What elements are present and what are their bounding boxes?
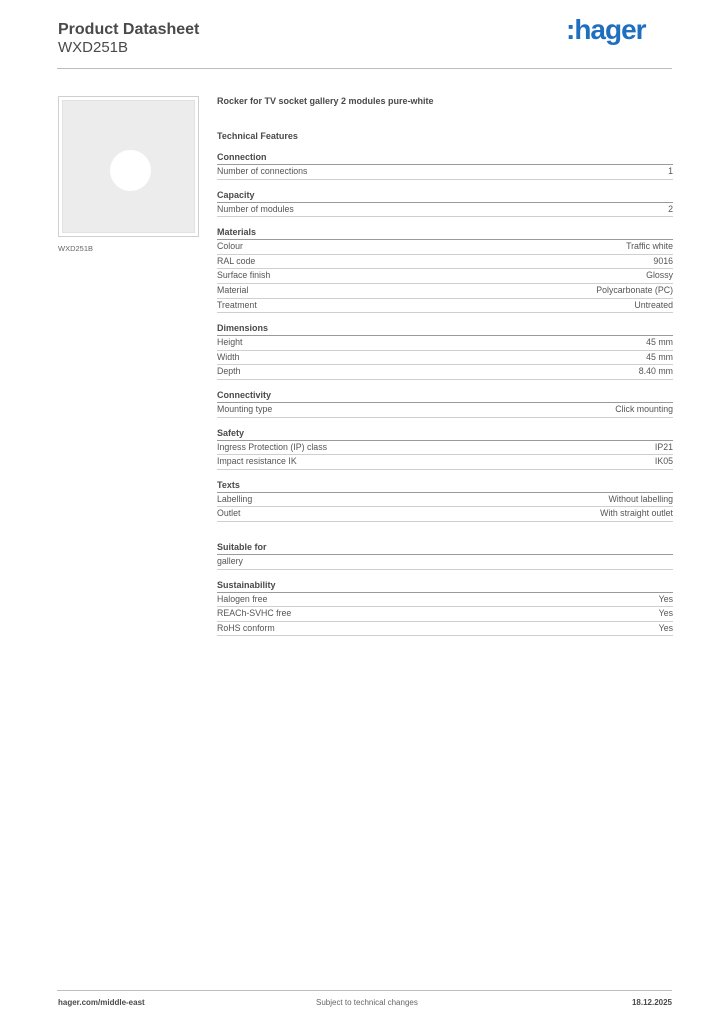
spec-value: Without labelling <box>608 493 673 504</box>
technical-features-title: Technical Features <box>217 131 298 141</box>
section-connection <box>217 151 673 180</box>
spec-value: Untreated <box>634 299 673 310</box>
spec-row <box>217 403 673 418</box>
section-title: Texts <box>217 479 673 493</box>
rocker-plate <box>62 100 195 233</box>
product-code: WXD251B <box>58 39 129 56</box>
spec-label: Depth <box>217 366 241 377</box>
spec-value: 8.40 mm <box>638 366 673 377</box>
spec-label: RoHS conform <box>217 622 275 633</box>
spec-row <box>217 284 673 299</box>
spec-value: 1 <box>668 166 673 176</box>
technical-content <box>217 95 673 636</box>
footer-date: 18.12.2025 <box>631 998 672 1007</box>
section-suitable-for <box>217 541 673 570</box>
spec-value: IP21 <box>654 441 673 452</box>
spec-label: Width <box>217 351 240 362</box>
spec-label: Material <box>217 284 249 295</box>
spec-label: Labelling <box>217 493 253 504</box>
section-capacity <box>217 189 673 218</box>
spec-row <box>217 493 673 508</box>
spec-value: 2 <box>668 203 673 214</box>
section-title: Capacity <box>217 189 673 203</box>
product-description: Rocker for TV socket gallery 2 modules pure-white <box>217 96 434 106</box>
spec-value: 45 mm <box>646 351 673 362</box>
spec-row <box>217 622 673 637</box>
spec-row <box>217 593 673 608</box>
spec-row <box>217 165 673 180</box>
spec-value: IK05 <box>654 456 673 467</box>
spec-value: Polycarbonate (PC) <box>596 284 673 295</box>
footer-website: hager.com/middle-east <box>58 998 145 1007</box>
section-texts <box>217 479 673 522</box>
section-connectivity <box>217 389 673 418</box>
section-title: Materials <box>217 226 673 240</box>
section-safety <box>217 427 673 470</box>
section-title: Safety <box>217 427 673 441</box>
product-image-caption: WXD251B <box>58 244 94 253</box>
spec-label: Outlet <box>217 508 241 519</box>
spec-value: Traffic white <box>626 241 673 252</box>
spec-value: Yes <box>658 593 673 604</box>
spec-row <box>217 365 673 380</box>
spec-row <box>217 299 673 314</box>
spec-value: Yes <box>658 608 673 619</box>
spec-row <box>217 255 673 270</box>
spec-row <box>217 240 673 255</box>
spec-row <box>217 507 673 522</box>
spec-label: Surface finish <box>217 270 271 281</box>
spec-row <box>217 555 673 570</box>
section-title: Sustainability <box>217 579 673 593</box>
footer-divider <box>57 990 672 991</box>
spec-value: With straight outlet <box>600 508 673 519</box>
section-title: Connection <box>217 151 673 165</box>
product-image <box>58 96 199 237</box>
spec-row <box>217 269 673 284</box>
spec-label: Halogen free <box>217 593 268 604</box>
header-divider <box>57 68 672 69</box>
spec-label: Treatment <box>217 299 257 310</box>
spec-label: Height <box>217 337 243 348</box>
footer-notice: Subject to technical changes <box>316 998 418 1007</box>
spec-value: 9016 <box>653 255 673 266</box>
spec-row <box>217 607 673 622</box>
document-title: Product Datasheet <box>58 21 200 38</box>
spec-row <box>217 441 673 456</box>
spec-label: REACh-SVHC free <box>217 608 292 619</box>
section-title: Connectivity <box>217 389 673 403</box>
spec-row <box>217 351 673 366</box>
section-title: Dimensions <box>217 322 673 336</box>
spec-label: Mounting type <box>217 403 273 414</box>
spec-value: Click mounting <box>615 403 673 414</box>
spec-label: Number of connections <box>217 166 308 176</box>
spec-value: Glossy <box>646 270 673 281</box>
spec-row <box>217 455 673 470</box>
spec-row <box>217 336 673 351</box>
spec-label: Impact resistance IK <box>217 456 297 467</box>
hager-logo: :hager <box>566 14 646 45</box>
spec-label: gallery <box>217 555 243 566</box>
spec-value: 45 mm <box>646 337 673 348</box>
spec-value: Yes <box>658 622 673 633</box>
spec-label: Colour <box>217 241 243 252</box>
section-dimensions <box>217 322 673 380</box>
spec-label: Ingress Protection (IP) class <box>217 441 327 452</box>
spec-row <box>217 203 673 218</box>
spec-label: RAL code <box>217 255 256 266</box>
section-sustainability <box>217 579 673 637</box>
spec-label: Number of modules <box>217 203 294 214</box>
section-title: Suitable for <box>217 541 673 555</box>
tv-socket-opening <box>110 150 151 191</box>
feature-sections <box>217 151 673 636</box>
section-materials <box>217 226 673 313</box>
